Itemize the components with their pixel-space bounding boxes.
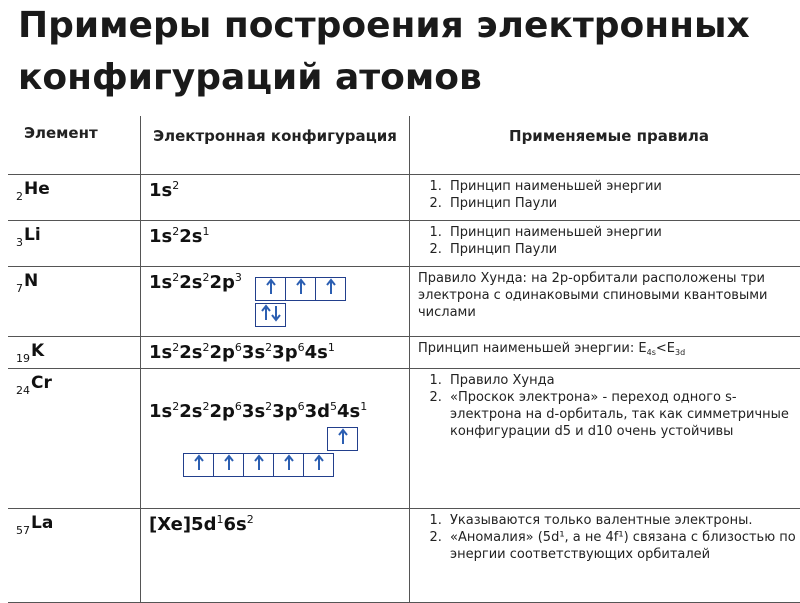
atomic-number: 3 xyxy=(16,236,23,249)
configuration-formula xyxy=(149,514,254,535)
electron-count: 2 xyxy=(203,341,210,354)
electron-count: 2 xyxy=(203,271,210,284)
orbital-term: 2s xyxy=(179,272,202,293)
orbital-cell xyxy=(184,454,214,476)
rules-cell xyxy=(410,220,800,266)
orbital-term: 1s xyxy=(149,180,172,201)
table-row xyxy=(8,220,800,266)
electron-count: 1 xyxy=(203,225,210,238)
orbital-diagram-2s xyxy=(255,303,286,327)
electron-count: 2 xyxy=(172,225,179,238)
configurations-table xyxy=(8,116,800,603)
orbital-cell xyxy=(304,454,333,476)
configuration-formula xyxy=(149,342,335,363)
orbital-term: 3p xyxy=(272,401,297,422)
element-cell xyxy=(8,368,141,508)
element-cell xyxy=(8,174,141,220)
orbital-cell xyxy=(256,278,286,300)
electron-count: 5 xyxy=(330,400,337,413)
orbital-term: 1s xyxy=(149,272,172,293)
orbital-term: 2s xyxy=(179,342,202,363)
electron-count: 2 xyxy=(265,341,272,354)
spin-up-arrow-icon xyxy=(313,454,325,476)
orbital-term: 2s xyxy=(179,401,202,422)
rules-list xyxy=(418,224,800,258)
energy-subscript: 4s xyxy=(647,348,656,357)
rules-list xyxy=(418,178,800,212)
spin-up-arrow-icon xyxy=(193,454,205,476)
orbital-term: 2p xyxy=(210,401,235,422)
element-symbol: K xyxy=(31,341,44,361)
orbital-cell xyxy=(286,278,316,300)
spin-up-arrow-icon xyxy=(283,454,295,476)
energy-comparison: <E xyxy=(656,341,675,356)
electron-count: 3 xyxy=(235,271,242,284)
rule-item: 1. Правило Хунда xyxy=(446,372,800,389)
spin-up-arrow-icon xyxy=(223,454,235,476)
element-cell xyxy=(8,508,141,602)
page-title: Примеры построения электронных конфигураций атомов xyxy=(18,0,788,104)
orbital-cell xyxy=(328,428,357,450)
configuration-formula xyxy=(149,272,242,293)
orbital-diagram-4s xyxy=(327,427,358,451)
spin-up-arrow-icon xyxy=(265,278,277,300)
electron-count: 6 xyxy=(298,400,305,413)
orbital-term: 4s xyxy=(305,342,328,363)
element-symbol: N xyxy=(24,271,38,291)
element-symbol: Cr xyxy=(31,373,52,393)
orbital-diagram-2p xyxy=(255,277,346,301)
orbital-cell xyxy=(316,278,345,300)
orbital-term: 6s xyxy=(223,514,246,535)
rule-text xyxy=(418,270,800,321)
table-row xyxy=(8,336,800,368)
electron-count: 1 xyxy=(328,341,335,354)
atomic-number: 2 xyxy=(16,190,23,203)
orbital-cell xyxy=(256,304,285,326)
electron-count: 2 xyxy=(203,400,210,413)
orbital-term: 1s xyxy=(149,401,172,422)
orbital-term: 2s xyxy=(179,226,202,247)
orbital-term: 3p xyxy=(272,342,297,363)
orbital-term: 3s xyxy=(242,401,265,422)
electron-count: 2 xyxy=(172,341,179,354)
electron-count: 2 xyxy=(265,400,272,413)
orbital-term: 3d xyxy=(305,401,330,422)
configuration-cell xyxy=(141,174,410,220)
electron-count: 2 xyxy=(247,513,254,526)
orbital-term: 4s xyxy=(337,401,360,422)
atomic-number: 57 xyxy=(16,524,30,537)
atomic-number: 24 xyxy=(16,384,30,397)
electron-count: 2 xyxy=(172,179,179,192)
electron-count: 6 xyxy=(235,400,242,413)
table-row xyxy=(8,508,800,602)
configuration-formula xyxy=(149,393,381,426)
orbital-diagram-3d xyxy=(183,453,334,477)
electron-count: 2 xyxy=(172,271,179,284)
rules-list xyxy=(418,512,800,563)
element-cell xyxy=(8,336,141,368)
rule-item: 1. Принцип наименьшей энергии xyxy=(446,178,800,195)
element-symbol: La xyxy=(31,513,53,533)
energy-subscript: 3d xyxy=(675,348,685,357)
rule-item: 2. «Аномалия» (5d¹, а не 4f¹) связана с близостью по энергии соответствующих орбиталей xyxy=(446,529,800,563)
configuration-formula xyxy=(149,180,179,201)
configuration-cell xyxy=(141,336,410,368)
table-header-row xyxy=(8,116,800,174)
orbital-cell xyxy=(274,454,304,476)
configuration-cell xyxy=(141,508,410,602)
spin-up-arrow-icon xyxy=(253,454,265,476)
header-element: Элемент xyxy=(8,116,141,174)
rule-item: 2. Принцип Паули xyxy=(446,241,800,258)
rule-item: 1. Принцип наименьшей энергии xyxy=(446,224,800,241)
electron-count: 1 xyxy=(216,513,223,526)
rule-text-main: Принцип наименьшей энергии: E xyxy=(418,341,647,356)
orbital-term: 2p xyxy=(210,272,235,293)
configuration-cell xyxy=(141,266,410,336)
rule-text-main: Правило Хунда: на 2р-орбитали расположены три электрона с одинаковыми спиновыми квантовыми числами xyxy=(418,271,767,320)
table-row xyxy=(8,368,800,508)
orbital-term: [Xe]5d xyxy=(149,514,216,535)
atomic-number: 19 xyxy=(16,352,30,365)
element-cell xyxy=(8,266,141,336)
element-symbol: Li xyxy=(24,225,41,245)
configuration-formula xyxy=(149,226,210,247)
element-symbol: He xyxy=(24,179,50,199)
rules-cell xyxy=(410,508,800,602)
electron-count: 1 xyxy=(360,400,367,413)
configuration-cell xyxy=(141,220,410,266)
rule-item: 2. Принцип Паули xyxy=(446,195,800,212)
orbital-term: 1s xyxy=(149,226,172,247)
orbital-cell xyxy=(244,454,274,476)
rule-text xyxy=(418,340,800,361)
rules-cell xyxy=(410,336,800,368)
electron-count: 2 xyxy=(172,400,179,413)
orbital-term: 1s xyxy=(149,342,172,363)
electron-count: 6 xyxy=(235,341,242,354)
spin-pair-arrow-icon xyxy=(260,304,282,326)
spin-up-arrow-icon xyxy=(325,278,337,300)
orbital-cell xyxy=(214,454,244,476)
rules-cell xyxy=(410,368,800,508)
rules-list xyxy=(418,372,800,440)
spin-up-arrow-icon xyxy=(295,278,307,300)
electron-count: 6 xyxy=(298,341,305,354)
orbital-term: 2p xyxy=(210,342,235,363)
atomic-number: 7 xyxy=(16,282,23,295)
table-row xyxy=(8,174,800,220)
header-rules: Применяемые правила xyxy=(410,116,800,174)
rules-cell xyxy=(410,174,800,220)
configuration-cell xyxy=(141,368,410,508)
header-configuration: Электронная конфигурация xyxy=(141,116,410,174)
rule-item: 2. «Проскок электрона» - переход одного s-электрона на d-орбиталь, так как симметричные конфигурации d5 и d10 очень устойчивы xyxy=(446,389,800,440)
rules-cell xyxy=(410,266,800,336)
element-cell xyxy=(8,220,141,266)
orbital-term: 3s xyxy=(242,342,265,363)
rule-item: 1. Указываются только валентные электроны. xyxy=(446,512,800,529)
table-row xyxy=(8,266,800,336)
spin-up-arrow-icon xyxy=(337,428,349,450)
